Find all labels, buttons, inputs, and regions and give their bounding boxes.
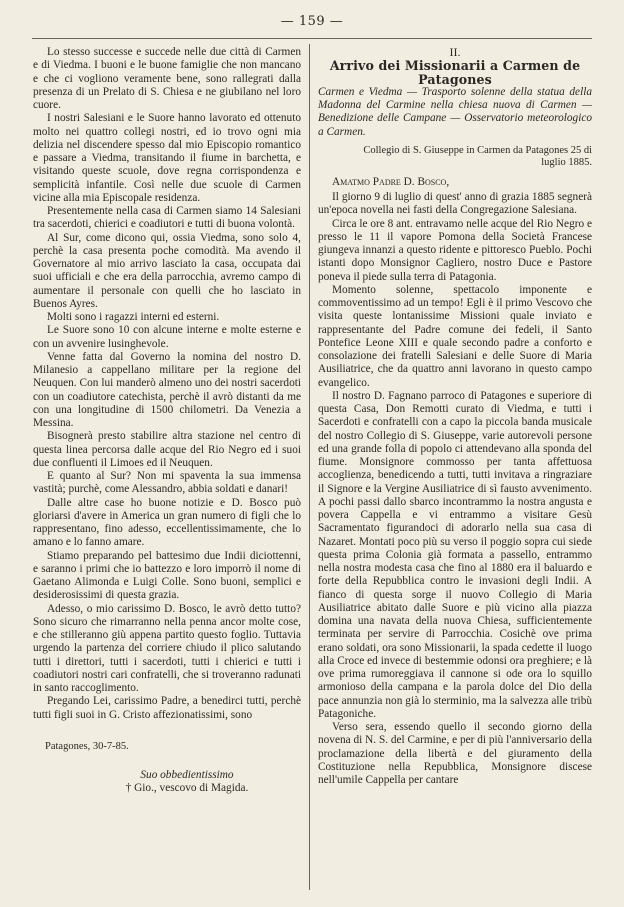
header-rule bbox=[32, 38, 592, 39]
paragraph: Lo stesso successe e succede nelle due città di Carmen e di Viedma. I buoni e le buone famiglie che non mancano e che ci vogliono veramente bene, sono rallegrati dalla presenza di un Prelato di S. Chiesa e ne giubilano nel loro cuore. bbox=[33, 46, 301, 111]
paragraph: Le Suore sono 10 con alcune interne e molte esterne e con un avvenire lusinghevole. bbox=[33, 324, 301, 350]
paragraph: I nostri Salesiani e le Suore hanno lavorato ed ottenuto molto nei quattro collegi nostri, ed io trovo ogni mia delizia nel discendere spesso dal mio Episcopio romantico e passare a Viedma, transitando il fiume in barchetta, e visitando queste scuole, dove regna corrispondenza e semplicità infantile. Così nelle due scuole di Carmen vicine alla mia Episcopale residenza. bbox=[33, 112, 301, 204]
column-divider bbox=[309, 44, 310, 890]
paragraph: Il giorno 9 di luglio di quest' anno di grazia 1885 segnerà un'epoca novella nei fasti della Congregazione Salesiana. bbox=[318, 191, 592, 217]
signature-closing: Suo obbedientissimo bbox=[140, 769, 234, 781]
right-column bbox=[318, 46, 592, 787]
paragraph: Il nostro D. Fagnano parroco di Patagones e superiore di questa Casa, Don Remotti curato di Viedma, e tutti i Sacerdoti e confratelli con a capo la piccola banda musicale del nostro Collegio di S. Giuseppe, varie autorevoli persone ed una grande folla di popolo ci attendevano alla sponda del fiume. Monsignore commosso per tanta affettuosa accoglienza, benedicendo a tutti, tutti invitava a ringraziare il Signore e la Vergine Ausiliatrice di sì fausto avvenimento. A pochi passi dallo sbarco incontrammo la nostra angusta e povera Cappella e vi entrammo a visitare Gesù Sacramentato figurandoci di adorarlo nella sua casa di Nazaret. Montati poco più su verso il poggio sopra cui siede questa prima Colonia già formata a passello, entrammo nella nostra modesta casa che fino al 1880 era il baluardo e forte della Repubblica contro le invasioni degli Indii. A fianco di questa sorge il nuovo Collegio di Maria Ausiliatrice abitato dalle Suore e più vicino alla piazza domina una navata della nuova Chiesa, sufficientemente terminata per servire di Parrocchia. Cosichè ove prima erano soldati, ora sono Missionarii, la spada cedette il luogo alla Croce ed invece di bestemmie odonsi ora preghiere; e là ove prima rumoreggiava il cannone si ode ora lo squillo armonioso della campana e la parola dolce del Dio della pace annunzia non già lo sterminio, ma la salvezza alle tribù Patagoniche. bbox=[318, 389, 592, 720]
paragraph: Bisognerà presto stabilire altra stazione nel centro di questa linea percorsa dalle acque del Rio Negro ed i suoi due confluenti il Limoes ed il Neuquen. bbox=[33, 430, 301, 469]
letter-salutation: Amatmo Padre D. Bosco, bbox=[332, 175, 450, 188]
paragraph: E quanto al Sur? Non mi spaventa la sua immensa vastità; purchè, come Alessandro, abbia soldati e danari! bbox=[33, 470, 301, 496]
place-date: Patagones, 30-7-85. bbox=[45, 740, 129, 752]
paragraph: Molti sono i ragazzi interni ed esterni. bbox=[47, 311, 220, 323]
section-summary: Carmen e Viedma — Trasporto solenne della statua della Madonna del Carmine nella chiesa nuova di Carmen — Benedizione delle Campane — Osservatorio meteorologico a Carmen. bbox=[318, 85, 592, 138]
paragraph: Presentemente nella casa di Carmen siamo 14 Salesiani tra sacerdoti, chierici e coadiutori e tutti di buona volontà. bbox=[33, 205, 301, 231]
paragraph: Pregando Lei, carissimo Padre, a benedirci tutti, perchè tutti figli suoi in G. Cristo affezionatissimi, sono bbox=[33, 695, 301, 721]
letter-dateline: Collegio di S. Giuseppe in Carmen da Patagones 25 di luglio 1885. bbox=[363, 144, 592, 169]
paragraph: Venne fatta dal Governo la nomina del nostro D. Milanesio a cappellano militare per la regione del Neuquen. Con lui manderò almeno uno dei nostri sacerdoti con un coadiutore catechista, perchè il avrò distanti da me con una longitudine di 1500 chilometri. Da Venezia a Messina. bbox=[33, 350, 301, 429]
paragraph: Adesso, o mio carissimo D. Bosco, le avrò detto tutto? Sono sicuro che rimarranno nella penna ancor molte cose, e che stilleranno giù appena partito questo foglio. Tuttavia urgendo la partenza del corriere chiudo il plico salutando tutti i direttori, tutti i sacerdoti, tutti i chierici e tutti i coadiutori nostri cari confratelli, che si troveranno radunati in santo raccoglimento. bbox=[33, 602, 301, 694]
paragraph: Al Sur, come dicono qui, ossia Viedma, sono solo 4, perchè la casa presenta poche comodità. Ma avendo il Governatore al mio arrivo lasciato la casa, occupata dai suoi ufficiali e che era della parrocchia, avremo campo di aumentare il personale con quelli che ho lasciato in Buenos Ayres. bbox=[33, 231, 301, 310]
paragraph: Circa le ore 8 ant. entravamo nelle acque del Rio Negro e presso le 11 il vapore Pomona della Società Francese giungeva innanzi a questo ridente e pittoresco Pueblo. Pochi istanti dopo Monsignor Cagliero, nostro Duce e Pastore poneva il piede sulla terra di Patagonia. bbox=[318, 217, 592, 283]
signature-name: † Gio., vescovo di Magida. bbox=[125, 782, 249, 795]
paragraph: Dalle altre case ho buone notizie e D. Bosco può gloriarsi d'avere in America un gran numero di figli che lo rappresentano, fino adesso, eccellentissimamente, che lo amano e lo fanno amare. bbox=[33, 496, 301, 549]
paragraph: Stiamo preparando pel battesimo due Indii diciottenni, e saranno i primi che io battezzo e loro imporrò il nome di Gaetano Alimonda e Luigi Colle. Sono buoni, semplici e desiderosissimi di questa grazia. bbox=[33, 549, 301, 602]
section-title: Arrivo dei Missionarii a Carmen de Patagones bbox=[329, 58, 581, 87]
paragraph: Momento solenne, spettacolo imponente e commoventissimo ad un tempo! Egli è il primo Vescovo che visita queste lontanissime Missioni quale inviato e rappresentante del Padre comune dei fedeli, il Santo Pontefice Leone XIII e quale secondo padre a conforto e consolazione dei fratelli Salesiani e delle Suore di Maria Ausiliatrice, che da quattro anni lavorano in questo campo evangelico. bbox=[318, 283, 592, 389]
left-column bbox=[33, 46, 301, 796]
paragraph: Verso sera, essendo quello il secondo giorno della novena di N. S. del Carmine, e per di più l'anniversario della proclamazione della libertà e del giuramento della Costituzione nella Repubblica, Monsignore discese nell'umile Cappella per cantare bbox=[318, 721, 592, 786]
page-number-header: — 159 — bbox=[280, 14, 344, 29]
section-number: II. bbox=[449, 45, 461, 59]
